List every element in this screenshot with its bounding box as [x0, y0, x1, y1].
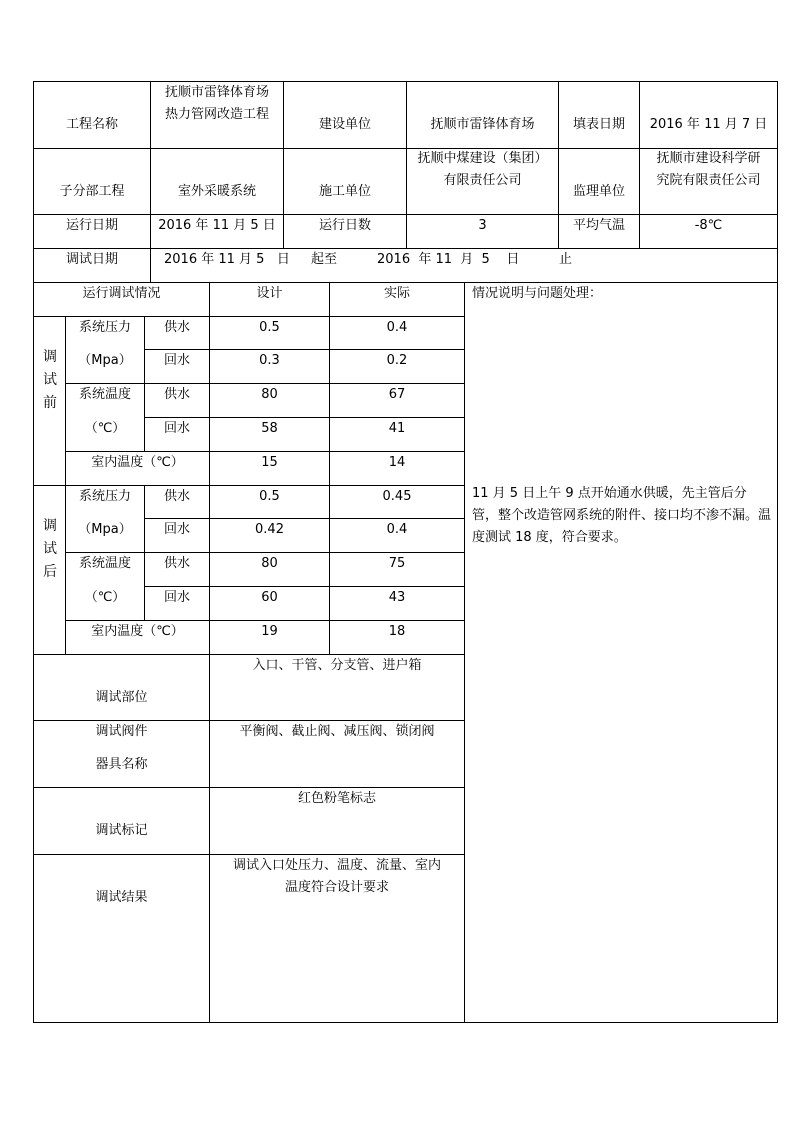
after-temp-supply-design: 80: [261, 556, 278, 571]
after-temp-supply-label: 供水: [163, 556, 190, 571]
after-indoor-label: 室内温度（℃）: [91, 624, 184, 639]
after-temp-return-label: 回水: [163, 590, 190, 605]
before-pressure-supply-label: 供水: [163, 320, 190, 335]
after-phase-label: 调试后: [43, 518, 57, 580]
after-pressure-supply-design: 0.5: [259, 489, 280, 504]
project-name-label: 工程名称: [65, 117, 118, 132]
avg-temp-value: -8℃: [694, 218, 723, 233]
before-indoor-actual: 14: [388, 455, 406, 470]
run-date-label: 运行日期: [65, 218, 118, 233]
supervisor-label: 监理单位: [572, 184, 625, 199]
before-temp-return-design: 58: [261, 421, 278, 436]
before-pressure-unit: （Mpa）: [78, 353, 132, 368]
after-temp-supply-actual: 75: [388, 556, 406, 571]
before-temp-supply-design: 80: [261, 387, 278, 402]
builder-value: 抚顺市雷锋体育场: [430, 117, 535, 132]
before-indoor-design: 15: [261, 455, 278, 470]
valve-label-line1: 调试阀件: [95, 724, 148, 739]
debug-date-label: 调试日期: [65, 252, 118, 267]
supervisor-line1: 抚顺市建设科学研: [656, 151, 761, 166]
after-indoor-actual: 18: [388, 624, 406, 639]
after-temp-return-design: 60: [261, 590, 278, 605]
notes-label: 情况说明与问题处理：: [472, 286, 603, 301]
after-temp-return-actual: 43: [388, 590, 406, 605]
mark-value: 红色粉笔标志: [297, 791, 376, 806]
before-pressure-supply-design: 0.5: [259, 320, 280, 335]
run-date-value: 2016 年 11 月 5 日: [158, 218, 276, 233]
before-temp-unit: （℃）: [84, 421, 126, 436]
main-col-notes: [464, 282, 465, 1022]
after-pressure-supply-label: 供水: [163, 489, 190, 504]
after-pressure-unit: （Mpa）: [78, 522, 132, 537]
after-pressure-label: 系统压力: [78, 489, 131, 504]
before-temp-return-actual: 41: [388, 421, 406, 436]
notes-text: 11 月 5 日上午 9 点开始通水供暖，先主管后分管，整个改造管网系统的附件、接口均不渗不漏。温度测试 18 度，符合要求。: [472, 486, 772, 545]
border-right: [777, 81, 778, 1023]
after-temp-label: 系统温度: [78, 556, 131, 571]
result-label: 调试结果: [95, 890, 148, 905]
before-pressure-return-label: 回水: [163, 353, 190, 368]
before-pressure-return-actual: 0.2: [386, 353, 408, 368]
sub-project-value: 室外采暖系统: [177, 184, 256, 199]
project-name-line2: 热力管网改造工程: [164, 107, 269, 122]
before-temp-return-label: 回水: [163, 421, 190, 436]
before-temp-supply-actual: 67: [388, 387, 406, 402]
debug-end-label: 止: [559, 252, 573, 267]
col-actual-header: 实际: [383, 286, 410, 301]
after-pressure-return-actual: 0.4: [386, 522, 408, 537]
before-indoor-label: 室内温度（℃）: [91, 455, 184, 470]
avg-temp-label: 平均气温: [572, 218, 625, 233]
border-bottom: [33, 1022, 778, 1023]
debug-date-end: 2016 年 11 月 5 日: [377, 252, 520, 267]
after-indoor-design: 19: [261, 624, 278, 639]
before-pressure-supply-actual: 0.4: [386, 320, 408, 335]
debug-date-col: [150, 248, 151, 282]
before-pressure-return-design: 0.3: [259, 353, 280, 368]
mark-label: 调试标记: [95, 823, 148, 838]
after-pressure-supply-actual: 0.45: [382, 489, 412, 504]
constructor-line2: 有限责任公司: [443, 173, 522, 188]
debug-part-label: 调试部位: [95, 690, 148, 705]
valve-label-line2: 器具名称: [95, 757, 148, 772]
col-design-header: 设计: [256, 286, 283, 301]
after-temp-unit: （℃）: [84, 590, 126, 605]
run-days-label: 运行日数: [318, 218, 371, 233]
before-phase-label: 调试前: [43, 349, 57, 411]
debug-from-label: 起至: [311, 252, 338, 267]
builder-label: 建设单位: [318, 117, 371, 132]
before-pressure-label: 系统压力: [78, 320, 131, 335]
run-days-value: 3: [478, 218, 487, 233]
after-pressure-return-label: 回水: [163, 522, 190, 537]
fill-date-label: 填表日期: [572, 117, 625, 132]
valve-value: 平衡阀、截止阀、减压阀、锁闭阀: [239, 724, 435, 739]
col-situation-header: 运行调试情况: [82, 286, 161, 301]
fill-date-value: 2016 年 11 月 7 日: [649, 117, 768, 132]
debug-part-value: 入口、干管、分支管、进户箱: [252, 658, 422, 673]
debug-date-start: 2016 年 11 月 5 日: [164, 252, 290, 267]
constructor-label: 施工单位: [318, 184, 371, 199]
project-name-line1: 抚顺市雷锋体育场: [164, 85, 269, 100]
before-temp-supply-label: 供水: [163, 387, 190, 402]
sub-project-label: 子分部工程: [59, 184, 125, 199]
before-temp-label: 系统温度: [78, 387, 131, 402]
after-pressure-return-design: 0.42: [255, 522, 284, 537]
constructor-line1: 抚顺中煤建设（集团）: [417, 151, 548, 166]
supervisor-line2: 究院有限责任公司: [656, 173, 761, 188]
result-line2: 温度符合设计要求: [284, 880, 389, 895]
result-line1: 调试入口处压力、温度、流量、室内: [232, 858, 441, 873]
